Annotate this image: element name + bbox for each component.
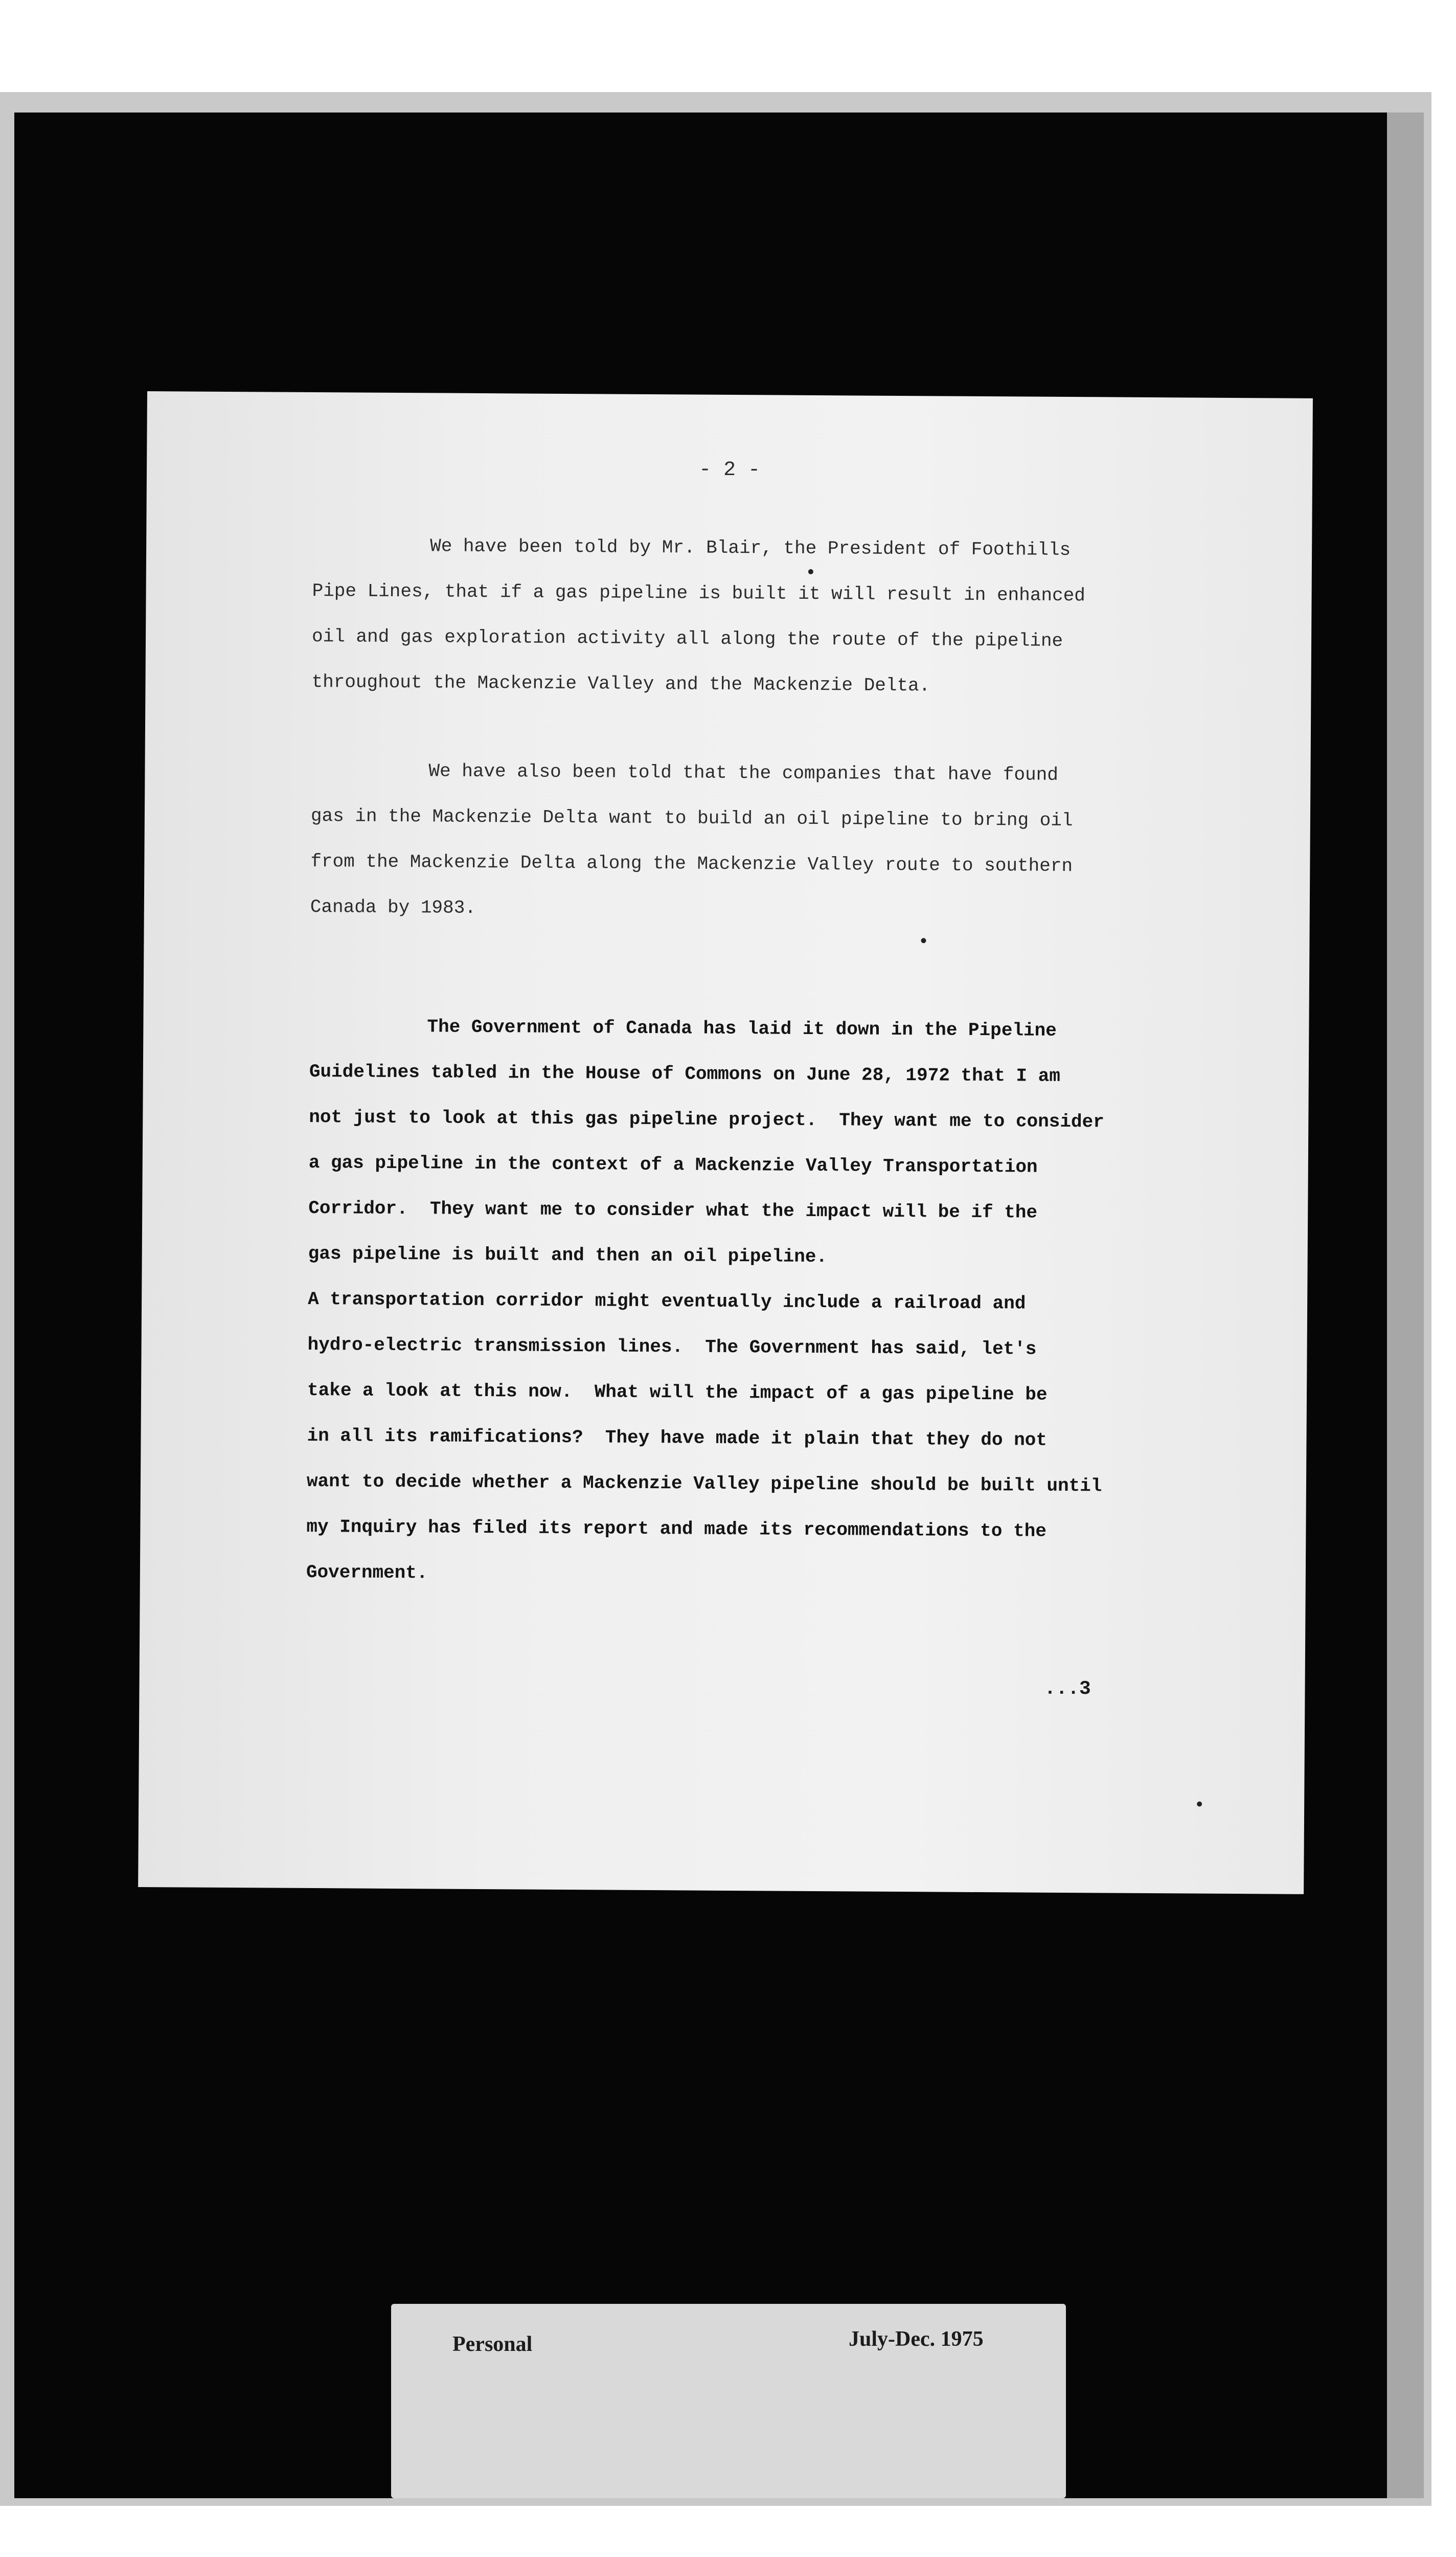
text-line: want to decide whether a Mackenzie Valley pipeline should be built until (306, 1470, 1102, 1497)
film-speck (808, 569, 813, 574)
text-line: throughout the Mackenzie Valley and the Mackenzie Delta. (311, 671, 930, 697)
text-line: in all its ramifications? They have made it plain that they do not (307, 1425, 1048, 1451)
text-line: We have been told by Mr. Blair, the President of Foothills (430, 535, 1071, 561)
punch-hole (1079, 2360, 1099, 2381)
text-line: The Government of Canada has laid it down in the Pipeline (427, 1016, 1057, 1041)
text-line: not just to look at this gas pipeline project. They want me to consider (309, 1106, 1104, 1133)
text-line: from the Mackenzie Delta along the Mackenzie Valley route to southern (310, 850, 1073, 877)
film-edge (1387, 113, 1424, 2498)
continuation-marker: ...3 (1044, 1677, 1091, 1700)
punch-hole (1079, 2457, 1099, 2478)
text-line: Canada by 1983. (310, 896, 476, 918)
text-line: Government. (306, 1561, 428, 1584)
text-line: Guidelines tabled in the House of Commons on June 28, 1972 that I am (309, 1061, 1061, 1087)
text-line: Corridor. They want me to consider what the impact will be if the (308, 1197, 1038, 1223)
punch-hole (1079, 2409, 1099, 2429)
text-line: A transportation corridor might eventually include a railroad and (308, 1288, 1026, 1314)
text-line: Pipe Lines, that if a gas pipeline is built it will result in enhanced (312, 580, 1085, 607)
label-category: Personal (452, 2332, 533, 2356)
text-line: oil and gas exploration activity all along the route of the pipeline (311, 625, 1063, 652)
paragraph-2 (310, 748, 1180, 935)
paragraph-3 (306, 1003, 1179, 1600)
text-line: my Inquiry has filed its report and made its recommendations to the (306, 1516, 1046, 1542)
label-date-range: July-Dec. 1975 (849, 2327, 984, 2351)
film-speck (1197, 1802, 1202, 1807)
text-line: gas pipeline is built and then an oil pipeline. (308, 1243, 828, 1268)
film-speck (921, 938, 926, 943)
archive-label-card (391, 2304, 1066, 2498)
text-line: gas in the Mackenzie Delta want to build an oil pipeline to bring oil (310, 805, 1073, 832)
paragraph-1 (311, 523, 1181, 710)
page-number: - 2 - (698, 458, 761, 482)
text-line: We have also been told that the companies that have found (428, 760, 1058, 786)
document-page (138, 391, 1313, 1894)
text-line: hydro-electric transmission lines. The Government has said, let's (307, 1334, 1037, 1360)
text-line: a gas pipeline in the context of a Mackenzie Valley Transportation (308, 1152, 1038, 1178)
text-line: take a look at this now. What will the impact of a gas pipeline be (307, 1379, 1048, 1405)
